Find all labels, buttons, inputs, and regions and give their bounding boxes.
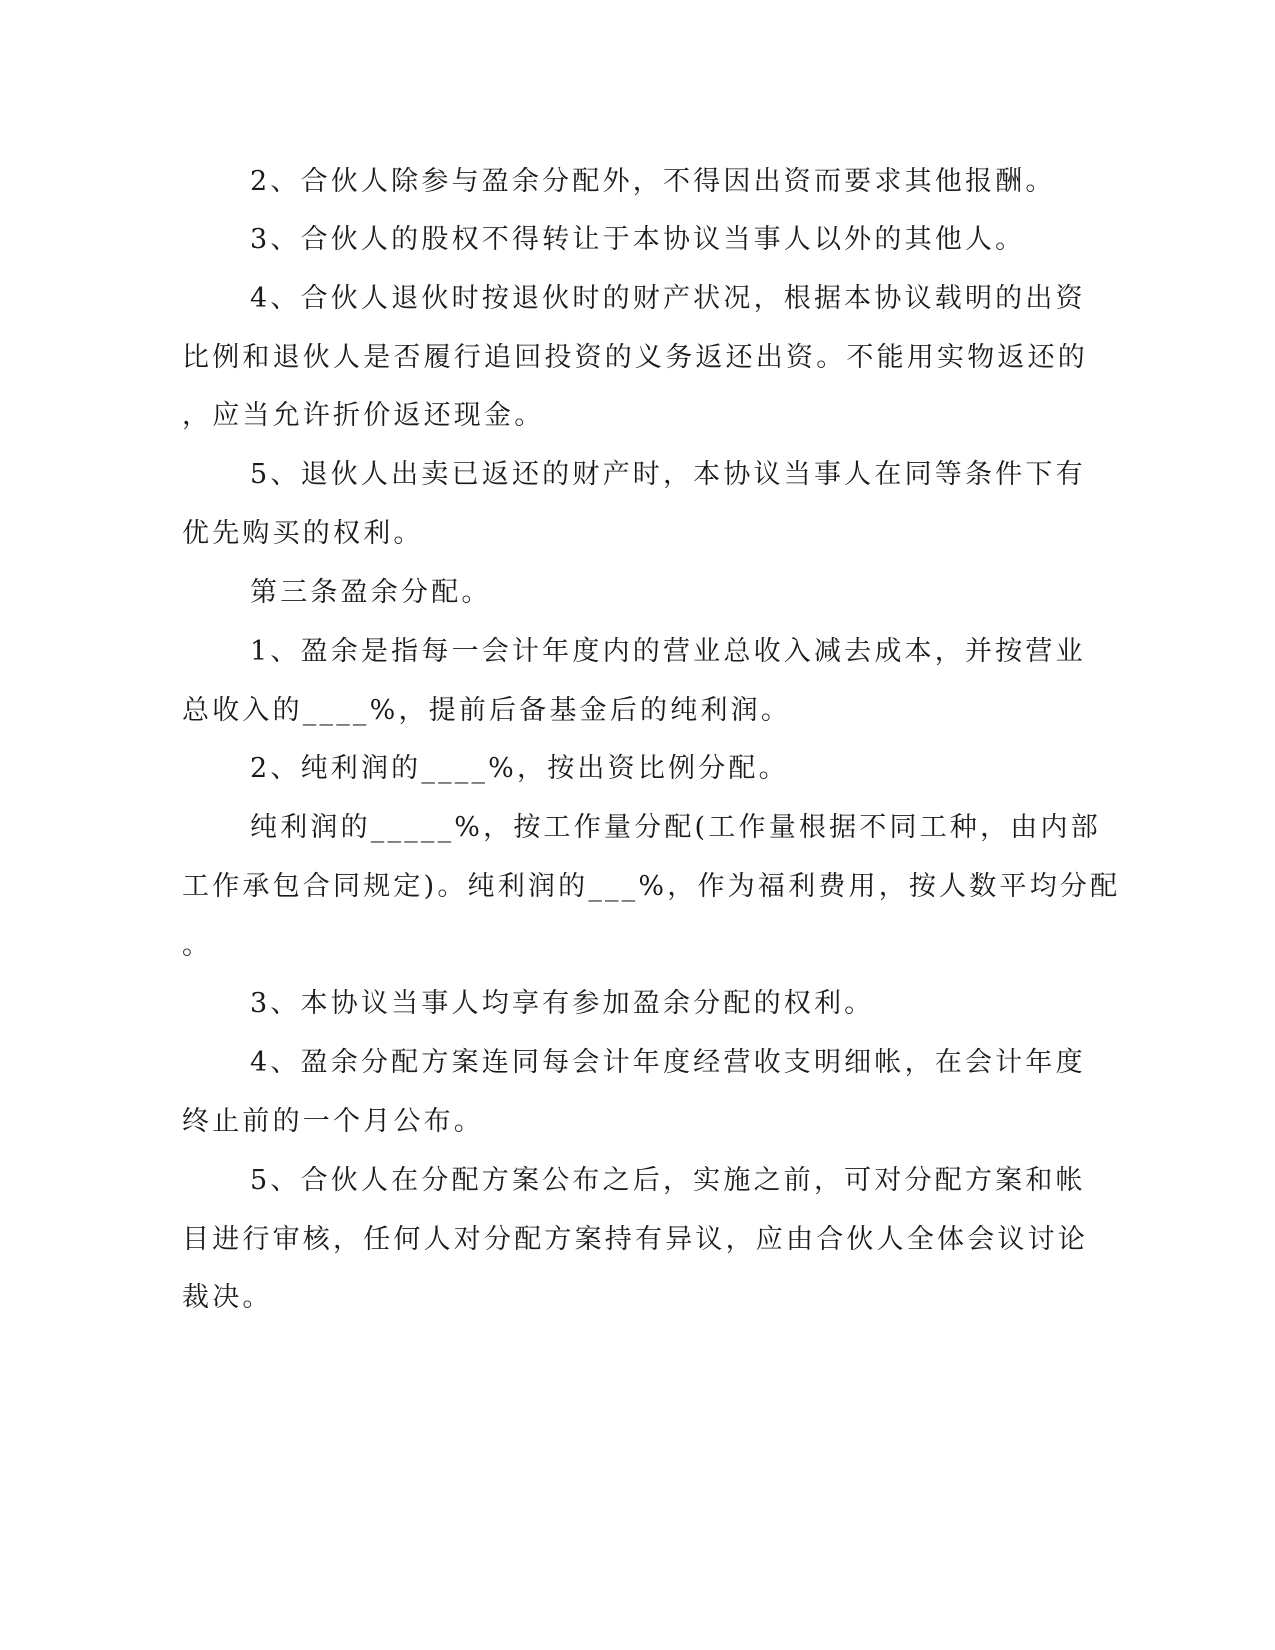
clause-5-line-1: 5、退伙人出卖已返还的财产时，本协议当事人在同等条件下有: [250, 459, 1086, 490]
surplus-2-line: 2、纯利润的____%，按出资比例分配。: [250, 753, 789, 784]
surplus-4-line-2: 终止前的一个月公布。: [182, 1106, 484, 1137]
clause-4-line-3: ，应当允许折价返还现金。: [182, 400, 545, 431]
profit-distribution-line-1: 纯利润的_____%，按工作量分配(工作量根据不同工种，由内部: [250, 812, 1101, 843]
clause-4-line-1: 4、合伙人退伙时按退伙时的财产状况，根据本协议载明的出资: [250, 283, 1086, 314]
clause-3-line: 3、合伙人的股权不得转让于本协议当事人以外的其他人。: [250, 224, 1026, 255]
clause-4-line-2: 比例和退伙人是否履行追回投资的义务返还出资。不能用实物返还的: [182, 342, 1088, 373]
surplus-4-line-1: 4、盈余分配方案连同每会计年度经营收支明细帐，在会计年度: [250, 1047, 1086, 1078]
surplus-5-line-1: 5、合伙人在分配方案公布之后，实施之前，可对分配方案和帐: [250, 1165, 1086, 1196]
surplus-5-line-2: 目进行审核，任何人对分配方案持有异议，应由合伙人全体会议讨论: [182, 1224, 1088, 1255]
profit-distribution-line-3: 。: [182, 930, 213, 961]
section-heading: 第三条盈余分配。: [250, 577, 492, 608]
surplus-1-line-2: 总收入的____%，提前后备基金后的纯利润。: [182, 695, 792, 726]
surplus-3-line: 3、本协议当事人均享有参加盈余分配的权利。: [250, 988, 875, 1019]
profit-distribution-line-2: 工作承包合同规定)。纯利润的___%，作为福利费用，按人数平均分配: [182, 871, 1121, 902]
clause-2-line: 2、合伙人除参与盈余分配外，不得因出资而要求其他报酬。: [250, 166, 1056, 197]
clause-5-line-2: 优先购买的权利。: [182, 518, 424, 549]
surplus-5-line-3: 裁决。: [182, 1282, 273, 1313]
surplus-1-line-1: 1、盈余是指每一会计年度内的营业总收入减去成本，并按营业: [250, 636, 1086, 667]
